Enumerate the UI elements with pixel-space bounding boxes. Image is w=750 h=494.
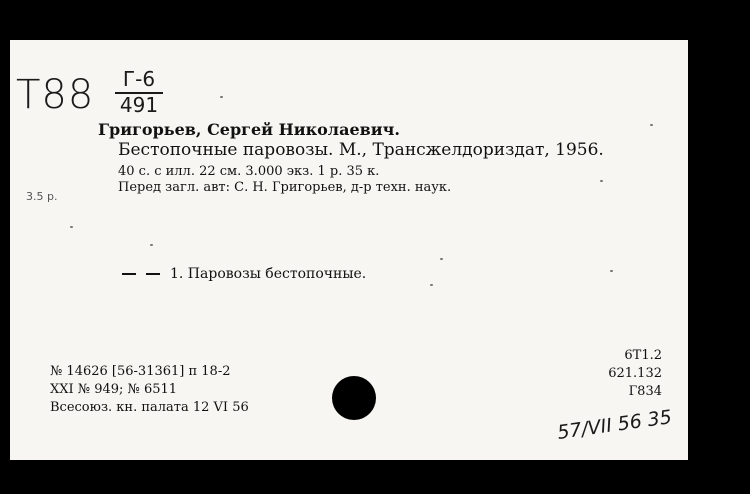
publisher-chamber-line: Всесоюз. кн. палата 12 VI 56	[50, 400, 249, 415]
punch-hole	[332, 376, 376, 420]
subject-text: 1. Паровозы бестопочные.	[170, 266, 367, 282]
speck	[610, 270, 613, 272]
registration-line: № 14626 [56-31361] п 18-2	[50, 364, 231, 379]
subject-heading	[122, 266, 366, 282]
registration-line: XXI № 949; № 6511	[50, 382, 178, 397]
book-title: Бестопочные паровозы. М., Трансжелдориздат, 1956.	[118, 140, 604, 160]
author-note: Перед загл. авт: С. Н. Григорьев, д-р техн. наук.	[118, 180, 452, 195]
physical-description: 40 с. с илл. 22 см. 3.000 экз. 1 р. 35 к.	[118, 164, 380, 179]
speck	[220, 96, 223, 98]
speck	[600, 180, 603, 182]
speck	[650, 124, 653, 126]
author-heading: Григорьев, Сергей Николаевич.	[98, 120, 400, 139]
catalog-card	[10, 40, 688, 460]
speck	[430, 284, 433, 286]
call-fraction-bottom: 491	[119, 93, 159, 117]
classification-code: 621.132	[608, 366, 662, 381]
author-mark: Г834	[628, 384, 662, 399]
call-fraction-top: Г-6	[122, 67, 156, 91]
speck	[70, 226, 73, 228]
handwritten-note: 57/VII 56 35	[555, 406, 673, 444]
dash	[146, 273, 160, 275]
speck	[150, 244, 153, 246]
speck	[440, 258, 443, 260]
call-number: Т88	[16, 72, 95, 118]
call-number-fraction	[115, 68, 163, 116]
margin-mark: 3.5 р.	[26, 190, 58, 203]
classification-code: 6Т1.2	[624, 348, 662, 363]
dash	[122, 273, 136, 275]
